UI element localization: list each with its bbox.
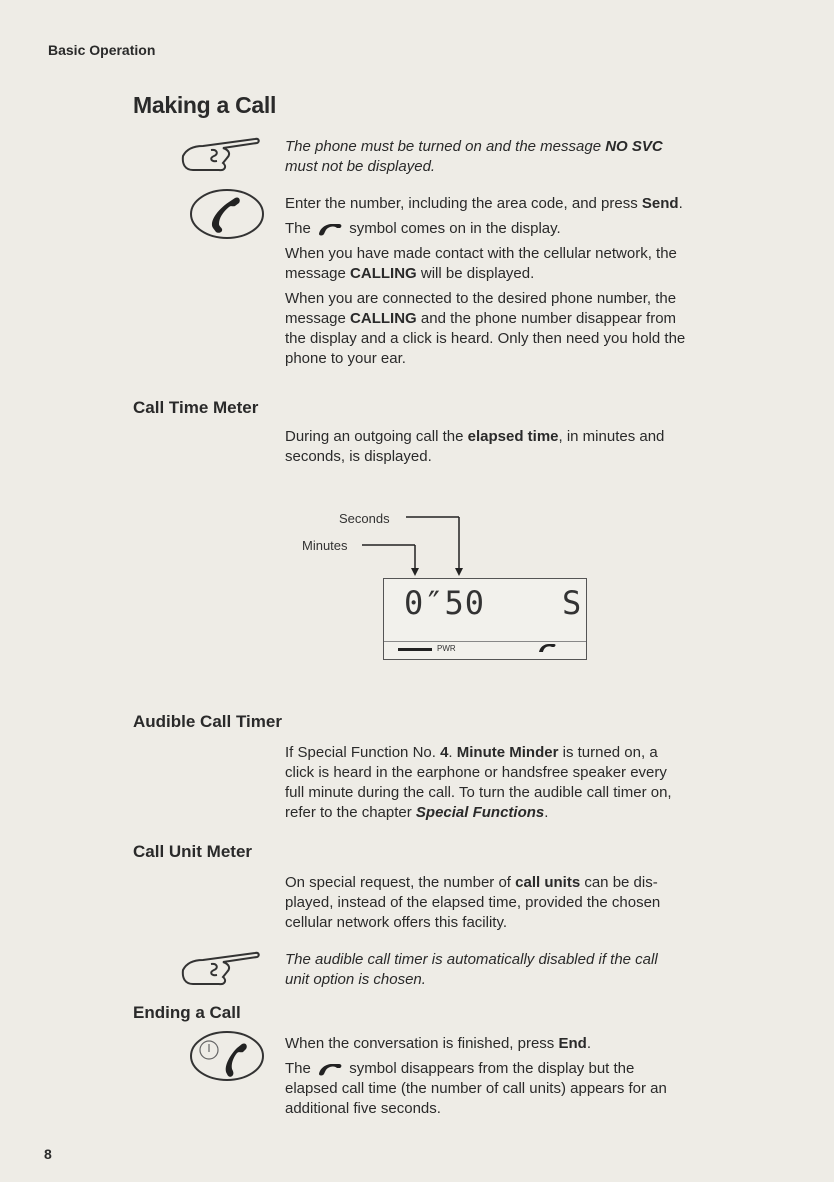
end-key-icon — [189, 1030, 265, 1082]
page-number: 8 — [44, 1146, 52, 1162]
handset-symbol-icon — [317, 1062, 343, 1076]
display-handset-icon — [538, 643, 556, 653]
ending-a-call-heading: Ending a Call — [133, 1003, 241, 1022]
call-unit-meter-heading: Call Unit Meter — [133, 842, 253, 861]
ending-a-call-text: When the conversation is finished, press End. The symbol disappears from the display but the elapsed call time (the number of call units) appears for an additional five seconds. — [285, 1035, 667, 1117]
diagram-label-minutes: Minutes — [302, 538, 348, 553]
call-time-meter-text: During an outgoing call the elapsed time, in minutes and seconds, is displayed. — [285, 428, 665, 465]
call-time-meter-heading: Call Time Meter — [133, 398, 259, 417]
display-mode-indicator: S — [562, 584, 582, 622]
display-pwr-label: PWR — [437, 644, 456, 653]
display-elapsed-time: 0″50 — [404, 584, 486, 622]
audible-call-timer-text: If Special Function No. 4. Minute Minder is turned on, a click is heard in the earphone or handsfree speaker every full minute during the call. To turn the audible call timer on, refer to the chapter Special Functions. — [285, 744, 672, 821]
note-call-timer-disabled: The audible call timer is automatically disabled if the call unit option is chosen. — [285, 951, 658, 988]
pointing-hand-icon — [181, 950, 263, 988]
send-instructions: Enter the number, including the area code, and press Send. The symbol comes on in the display. When you have made contact with the cellular network, the message CALLING will be displayed. When you are connected to the desired phone number, the message CALLING and the phone number disappear from the display and a click is heard. Only then need you hold the phone to your ear. — [285, 195, 686, 367]
running-head: Basic Operation — [48, 42, 156, 58]
phone-display — [383, 578, 587, 660]
signal-bar-icon — [398, 648, 432, 651]
note-phone-on: The phone must be turned on and the message NO SVC must not be displayed. — [285, 138, 663, 175]
page-title: Making a Call — [133, 92, 277, 118]
diagram-label-seconds: Seconds — [339, 511, 390, 526]
audible-call-timer-heading: Audible Call Timer — [133, 712, 282, 731]
call-unit-meter-text: On special request, the number of call units can be dis- played, instead of the elapsed time, provided the chosen cellular network offers this facility. — [285, 874, 661, 931]
